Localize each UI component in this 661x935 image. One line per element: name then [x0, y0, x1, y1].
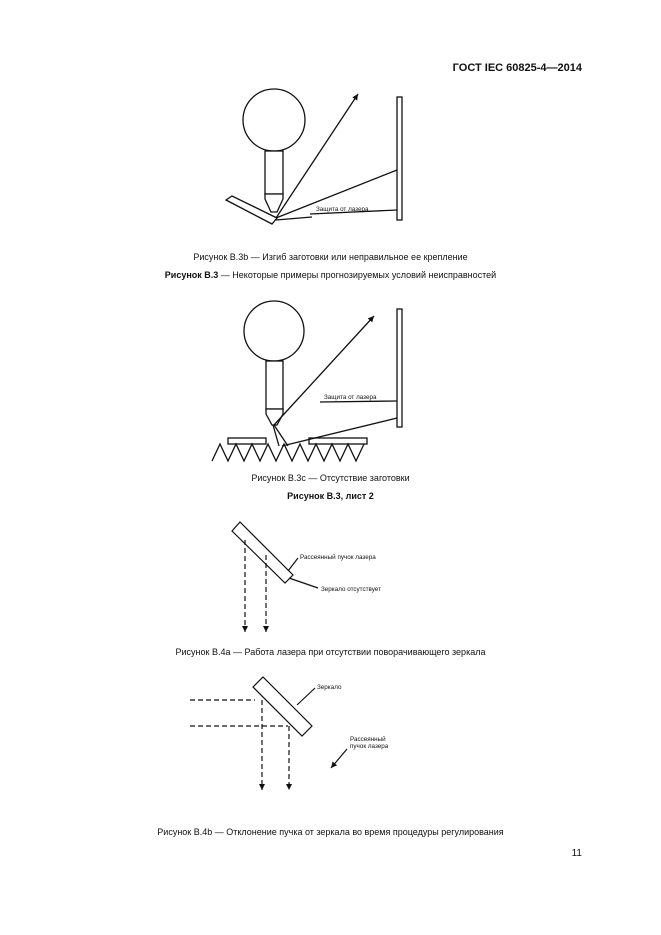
support-plate-left [228, 438, 266, 444]
laser-nozzle-tip [266, 409, 283, 425]
deflecting-mirror-tilted [232, 522, 293, 583]
label-laser-shield-b3c: Защита от лазера [324, 394, 377, 401]
leader-scattered-beam [288, 558, 298, 571]
figure-b3c [212, 301, 402, 461]
beam-label-leader [320, 401, 397, 402]
caption-fig-b3 [0, 270, 661, 280]
caption-fig-b4a: Рисунок В.4а — Работа лазера при отсутствии поворачивающего зеркала [175, 647, 486, 657]
figure-b4b [190, 677, 389, 790]
leader-mirror [297, 688, 315, 705]
laser-head-ball [243, 89, 305, 151]
label-laser-shield-b3b: Защита от лазера [316, 206, 369, 213]
caption-fig-b3-rest: — Некоторые примеры прогнозируемых условий неисправностей [218, 270, 497, 280]
laser-head-ball [244, 301, 304, 361]
laser-shield-panel [397, 309, 402, 427]
workpiece-right-part [276, 217, 312, 220]
scattered-beam-arrow [331, 749, 347, 768]
page-number: 11 [571, 848, 582, 859]
label-mirror: Зеркало [317, 684, 342, 691]
document-header: ГОСТ IEC 60825-4—2014 [452, 62, 582, 74]
caption-fig-b3-bold: Рисунок В.3 [164, 270, 219, 280]
label-scattered-beam: Рассеянный пучок лазера [300, 554, 376, 561]
figure-b3b [226, 89, 402, 224]
caption-fig-b3b: Рисунок В.3b — Изгиб заготовки или неправильное ее крепление [193, 252, 468, 262]
laser-nozzle-body [265, 151, 283, 194]
caption-fig-b3c: Рисунок В.3с — Отсутствие заготовки [251, 473, 410, 483]
label-scattered-2: пучок лазера [350, 743, 389, 750]
support-plate-right [309, 438, 367, 444]
leader-mirror-missing [289, 578, 318, 588]
laser-shield-panel [397, 97, 402, 220]
label-mirror-missing: Зеркало отсутствует [321, 586, 381, 593]
label-scattered-1: Рассеянный [350, 736, 386, 743]
figure-b4a [232, 522, 381, 632]
laser-nozzle-tip [265, 194, 283, 212]
laser-nozzle-body [266, 361, 283, 409]
caption-fig-b3-sheet2: Рисунок В.3, лист 2 [287, 491, 374, 501]
support-teeth [212, 444, 364, 461]
caption-fig-b4b: Рисунок В.4b — Отклонение пучка от зеркала во время процедуры регулирования [157, 827, 504, 837]
